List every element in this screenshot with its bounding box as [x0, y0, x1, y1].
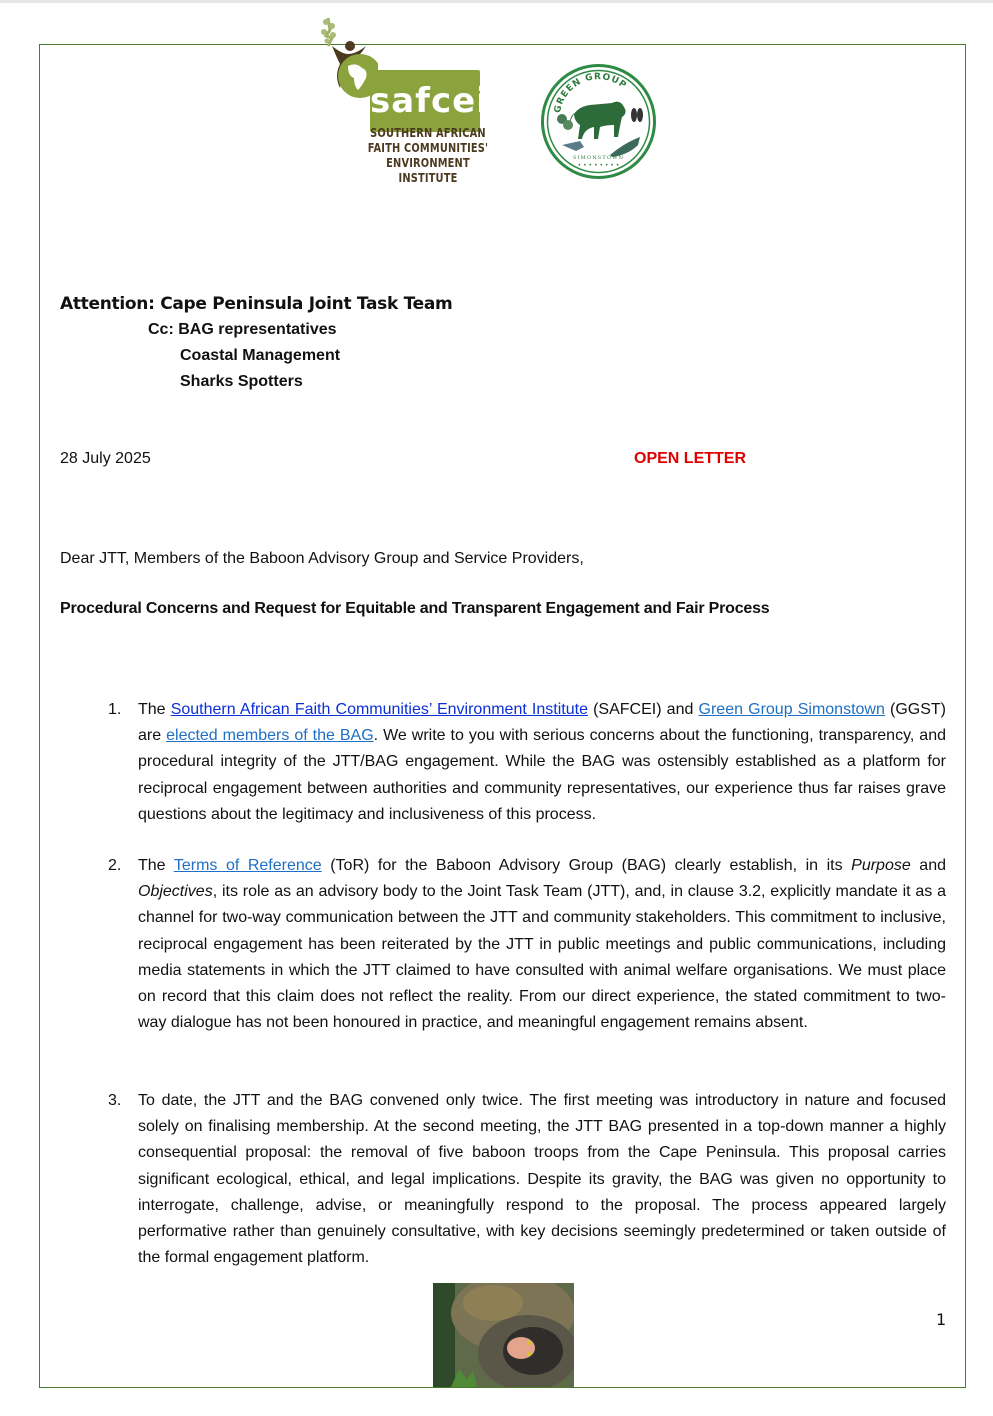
safcei-wordmark: safcei [370, 70, 480, 132]
safcei-figure-globe-icon [318, 16, 378, 126]
green-group-baboon-emblem-icon [540, 63, 657, 180]
safcei-subtitle-line: ENVIRONMENT INSTITUTE [386, 156, 470, 185]
safcei-link[interactable]: Southern African Faith Communities’ Environment Institute [170, 701, 588, 718]
text-run: and [910, 857, 946, 874]
numbered-paragraph-2 [108, 853, 946, 1036]
elected-members-link[interactable]: elected members of the BAG [166, 727, 374, 745]
baboon-photo-icon [433, 1283, 574, 1387]
safcei-subtitle-line: FAITH COMMUNITIES' [367, 141, 489, 155]
paragraph-number: 1. [108, 701, 122, 718]
text-run: (SAFCEI) and [587, 701, 699, 718]
letter-subject: Procedural Concerns and Request for Equitable and Transparent Engagement and Fair Process [60, 600, 770, 617]
cc-line [148, 321, 337, 339]
green-group-logo [540, 63, 657, 180]
paragraph-text [138, 697, 946, 828]
svg-text:GREEN GROUP: GREEN GROUP [552, 72, 629, 114]
salutation: Dear JTT, Members of the Baboon Advisory Group and Service Providers, [60, 550, 584, 567]
paragraph-text [138, 853, 946, 1036]
svg-text:• • • • • • • •: • • • • • • • • [577, 162, 620, 169]
text-run: The [138, 857, 174, 874]
text-run: The [138, 701, 171, 718]
safcei-subtitle [362, 126, 493, 186]
paragraph-number: 2. [108, 857, 122, 874]
safcei-logo [318, 16, 502, 185]
numbered-paragraph-1 [108, 697, 946, 828]
top-strip [0, 0, 993, 3]
terms-of-reference-link[interactable]: Terms of Reference [173, 857, 322, 874]
emphasis-objectives: Objectives [138, 883, 213, 901]
cc-recipient: Coastal Management [180, 347, 341, 364]
text-run: , its role as an advisory body to the Joint Task Team (JTT), and, in clause 3.2, explicitly mandate it as a channel for two-way communication between the JTT and community stakeholders. This commitment to inclusive, reciprocal engagement has been reiterated by the JTT in public meetings and public communications, including media statements in which the JTT claimed to have consulted with animal welfare organisations. We must place on record that this claim does not reflect the reality. From our direct experience, the stated commitment to two-way dialogue has not been honoured in practice, and meaningful engagement remains absent. [138, 883, 946, 1032]
cc-label: Cc: [148, 321, 174, 338]
baboon-mother-infant-photo [433, 1283, 574, 1387]
text-run: (GGST) are [138, 701, 946, 745]
open-letter-label: OPEN LETTER [634, 450, 747, 467]
text-run: (ToR) for the Baboon Advisory Group (BAG) clearly establish, in its [321, 857, 852, 874]
paragraph-text: To date, the JTT and the BAG convened only twice. The first meeting was introductory in nature and focused solely on finalising membership. At the second meeting, the JTT BAG presented in a top-down manner a highly consequential proposal: the removal of five baboon troops from the Cape Peninsula. This proposal carries significant ecological, ethical, and legal implications. Despite its gravity, the BAG was given no opportunity to interrogate, challenge, advise, or meaningfully respond to the proposal. The process appeared largely performative rather than genuinely consultative, with key decisions seemingly predetermined or taken outside of the formal engagement platform. [138, 1092, 946, 1267]
letter-date: 28 July 2025 [60, 450, 151, 467]
safcei-subtitle-line: SOUTHERN AFRICAN [370, 126, 486, 140]
emphasis-purpose: Purpose [851, 857, 911, 874]
attention-line: Attention: Cape Peninsula Joint Task Team [60, 294, 453, 314]
green-group-simonstown-link[interactable]: Green Group Simonstown [698, 701, 885, 718]
numbered-paragraph-3 [108, 1088, 946, 1271]
paragraph-number: 3. [108, 1092, 122, 1109]
text-run: . We write to you with serious concerns about the functioning, transparency, and procedural integrity of the JTT/BAG engagement. While the BAG was ostensibly established as a platform for reciprocal engagement between authorities and community representatives, our experience thus far raises grave questions about the legitimacy and inclusiveness of this process. [138, 727, 946, 823]
cc-recipient: Sharks Spotters [180, 373, 303, 390]
cc-recipient: BAG representatives [178, 321, 337, 338]
page-number: 1 [936, 1310, 947, 1329]
svg-text:SIMONSTOWN: SIMONSTOWN [572, 155, 625, 161]
